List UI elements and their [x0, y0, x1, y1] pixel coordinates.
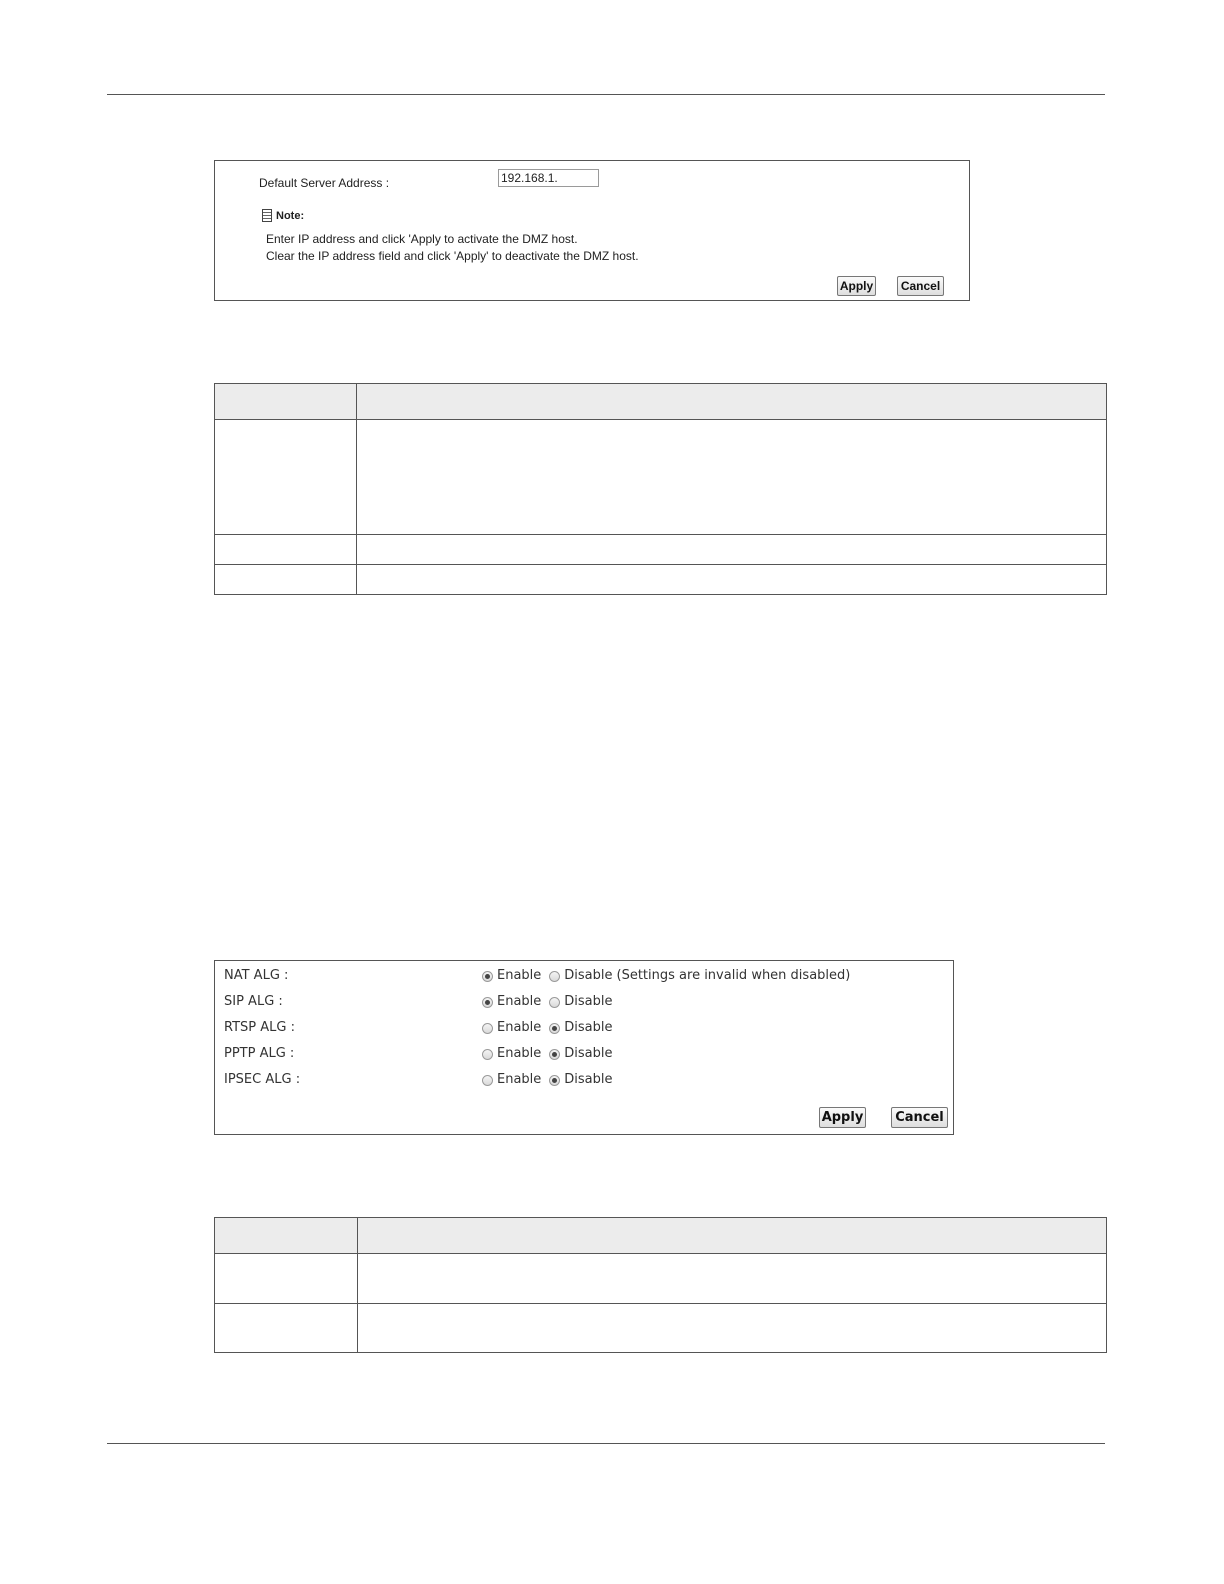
pptp-alg-enable-label: Enable: [497, 1046, 542, 1061]
note-line-activate: Enter IP address and click 'Apply to activate the DMZ host.: [266, 232, 578, 246]
alg-row-rtsp: [215, 1019, 953, 1037]
sip-alg-disable-radio[interactable]: [549, 997, 560, 1008]
ipsec-alg-enable-radio[interactable]: [482, 1075, 493, 1086]
alg-row-ipsec: [215, 1071, 953, 1089]
table-header-row: [215, 1218, 1107, 1254]
rtsp-alg-options: [482, 1019, 621, 1037]
table-cell: [357, 420, 1107, 535]
sip-alg-options: [482, 993, 621, 1011]
table-header-row: [215, 384, 1107, 420]
rtsp-alg-label: RTSP ALG :: [224, 1020, 295, 1035]
note-line-deactivate: Clear the IP address field and click 'Apply' to deactivate the DMZ host.: [266, 249, 639, 263]
sip-alg-enable-label: Enable: [497, 994, 542, 1009]
default-server-address-label: Default Server Address :: [259, 176, 390, 190]
table-cell: [357, 565, 1107, 595]
alg-description-table: [214, 1217, 1107, 1353]
dmz-apply-button[interactable]: Apply: [837, 276, 876, 296]
table-cell: [215, 565, 357, 595]
dmz-screen-panel: [214, 160, 970, 301]
footer-rule: [107, 1443, 1105, 1444]
note-label: Note:: [276, 209, 305, 222]
table-row: [215, 535, 1107, 565]
default-server-address-input[interactable]: [498, 169, 599, 187]
dmz-description-table: [214, 383, 1107, 595]
note-icon: [262, 209, 272, 222]
pptp-alg-disable-radio[interactable]: [549, 1049, 560, 1060]
nat-alg-disable-radio[interactable]: [549, 971, 560, 982]
ipsec-alg-options: [482, 1071, 621, 1089]
table-cell: [215, 1304, 358, 1353]
alg-row-nat: [215, 967, 953, 985]
table-cell: [215, 420, 357, 535]
ipsec-alg-label: IPSEC ALG :: [224, 1072, 301, 1087]
pptp-alg-options: [482, 1045, 621, 1063]
rtsp-alg-enable-radio[interactable]: [482, 1023, 493, 1034]
sip-alg-enable-radio[interactable]: [482, 997, 493, 1008]
nat-alg-label: NAT ALG :: [224, 968, 289, 983]
alg-screen-panel: [214, 960, 954, 1135]
nat-alg-warning-text: (Settings are invalid when disabled): [616, 968, 851, 983]
table-header-cell: [357, 384, 1107, 420]
ipsec-alg-enable-label: Enable: [497, 1072, 542, 1087]
table-row: [215, 1254, 1107, 1304]
rtsp-alg-disable-label: Disable: [564, 1020, 613, 1035]
rtsp-alg-disable-radio[interactable]: [549, 1023, 560, 1034]
alg-apply-button[interactable]: Apply: [819, 1107, 866, 1128]
alg-cancel-button[interactable]: Cancel: [891, 1107, 948, 1128]
alg-row-sip: [215, 993, 953, 1011]
nat-alg-enable-label: Enable: [497, 968, 542, 983]
table-cell: [358, 1254, 1107, 1304]
table-cell: [215, 1254, 358, 1304]
sip-alg-label: SIP ALG :: [224, 994, 283, 1009]
table-row: [215, 565, 1107, 595]
nat-alg-options: [482, 967, 858, 985]
pptp-alg-label: PPTP ALG :: [224, 1046, 295, 1061]
table-header-cell: [358, 1218, 1107, 1254]
pptp-alg-enable-radio[interactable]: [482, 1049, 493, 1060]
rtsp-alg-enable-label: Enable: [497, 1020, 542, 1035]
table-row: [215, 420, 1107, 535]
dmz-cancel-button[interactable]: Cancel: [897, 276, 944, 296]
ipsec-alg-disable-label: Disable: [564, 1072, 613, 1087]
nat-alg-enable-radio[interactable]: [482, 971, 493, 982]
note-heading: [262, 209, 304, 222]
table-header-cell: [215, 384, 357, 420]
pptp-alg-disable-label: Disable: [564, 1046, 613, 1061]
ipsec-alg-disable-radio[interactable]: [549, 1075, 560, 1086]
alg-row-pptp: [215, 1045, 953, 1063]
table-cell: [215, 535, 357, 565]
table-cell: [357, 535, 1107, 565]
table-row: [215, 1304, 1107, 1353]
sip-alg-disable-label: Disable: [564, 994, 613, 1009]
header-rule: [107, 94, 1105, 95]
table-cell: [358, 1304, 1107, 1353]
table-header-cell: [215, 1218, 358, 1254]
nat-alg-disable-label: Disable: [564, 968, 613, 983]
